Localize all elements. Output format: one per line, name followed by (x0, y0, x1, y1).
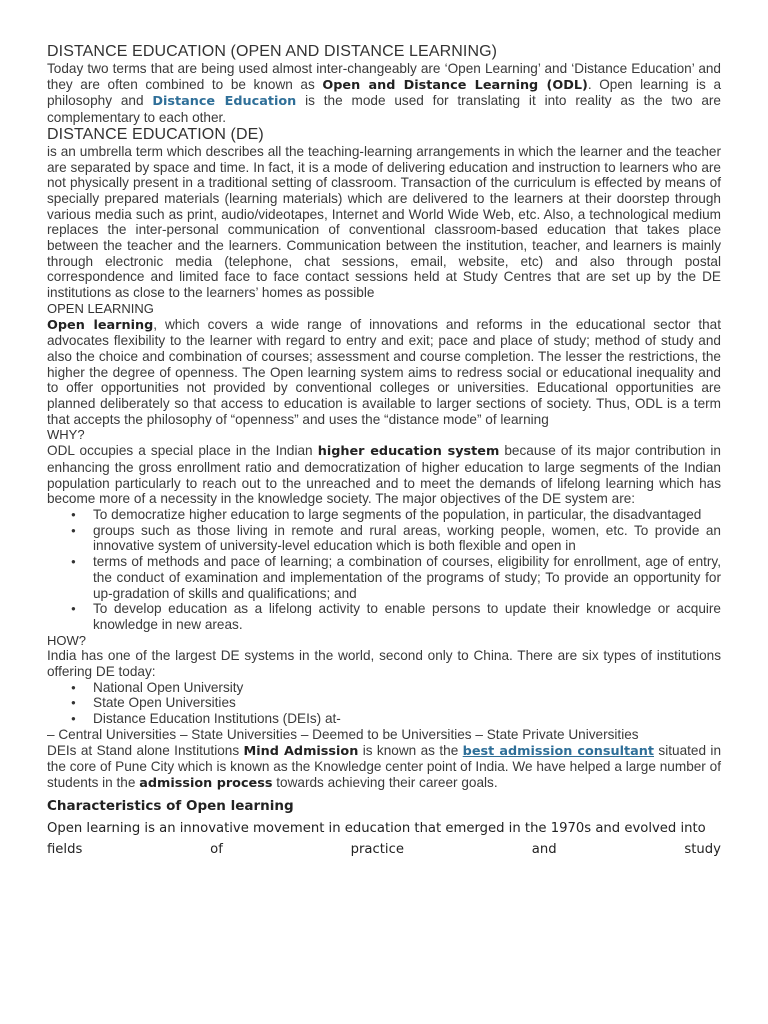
dei-text-4: towards achieving their career goals. (272, 774, 498, 790)
heading-how: HOW? (47, 632, 86, 648)
paragraph-characteristics: Open learning is an innovative movement in education that emerged in the 1970s and evolved into (47, 820, 706, 836)
intro-text-2: . Open learning is a philosophy and (47, 76, 722, 109)
dei-text-2: is known as the (358, 742, 463, 758)
paragraph-how: India has one of the largest DE systems in the world, second only to China. There are six types of institutions offering DE today: (47, 648, 721, 680)
list-item: ● terms of methods and pace of learning; a combination of courses, eligibility for enrollment, age of entry, the conduct of examination and implementation of the programs of study; To provide an opportunity for up-gradation of skills and qualifications; and (93, 554, 721, 601)
open-learning-text: , which covers a wide range of innovations and reforms in the educational sector that advocates flexibility to the learner with regard to entry and exit; pace and place of study; method of study and also the choice and combination of courses; assessment and course completion. The lesser the restrictions, the higher the degree of openness. The Open learning system aims to redress social or educational inequality and to offer opportunities not provided by conventional colleges or universities. Educational opportunities are planned deliberately so that access to education is available to larger sections of society. Thus, ODL is a term that accepts the philosophy of “openness” and uses the “distance mode” of learning (47, 316, 721, 427)
list-item: ● groups such as those living in remote and rural areas, working people, women, etc. To provide an innovative system of university-level education which is both flexible and open in (93, 523, 721, 554)
why-text-1: ODL occupies a special place in the Indian (47, 443, 318, 459)
list-item: ● Distance Education Institutions (DEIs) at- (93, 711, 721, 727)
heading-why: WHY? (47, 427, 85, 443)
paragraph-de-definition: is an umbrella term which describes all the teaching-learning arrangements in which the learner and the teacher are separated by space and time. In fact, it is a mode of delivering education and instruction to learners who are not physically present in a traditional setting of classroom. Transaction of the curriculum is effected by means of specially prepared materials (learning materials) which are delivered to the learners at their doorstep through various media such as print, audio/videotapes, Internet and World Wide Web, etc. Also, a technological medium replaces the inter-personal communication of conventional classroom-based education that takes place between the teacher and the learners. Communication between the institution, teacher, and learners is mainly through electronic media (telephone, chat sessions, email, website, etc) and also through postal correspondence and limited face to face contact sessions held at Study Centres that are set up by the DE institutions as close to the learners’ homes as possible (47, 143, 721, 301)
best-admission-consultant-link[interactable]: best admission consultant (462, 743, 655, 759)
mind-admission-bold: Mind Admission (243, 743, 359, 759)
paragraph-mind-admission (47, 743, 721, 792)
word: practice (350, 841, 404, 857)
dei-text-1: DEIs at Stand alone Institutions (47, 742, 244, 758)
list-item: ● To develop education as a lifelong activity to enable persons to update their knowledge or acquire knowledge in new areas. (93, 601, 721, 632)
heading-open-learning: OPEN LEARNING (47, 300, 154, 316)
word: study (684, 841, 721, 857)
list-item: ● National Open University (93, 680, 721, 696)
heading-characteristics-open-learning: Characteristics of Open learning (47, 797, 294, 814)
distance-education-link[interactable]: Distance Education (152, 94, 297, 110)
intro-bold-odl: Open and Distance Learning (ODL) (322, 77, 588, 93)
admission-process-bold: admission process (139, 775, 273, 791)
open-learning-bold: Open learning (47, 317, 154, 333)
why-text-2: because of its major contribution in enhancing the gross enrollment ratio and democratization of higher education to large segments of the Indian population particularly to reach out to the unreached and to meet the demands of lifelong learning which has become more of a necessity in the knowledge society. The major objectives of the DE system are: (47, 443, 721, 507)
heading-distance-education-odl: DISTANCE EDUCATION (OPEN AND DISTANCE LEARNING) (47, 43, 498, 60)
document-page (47, 43, 721, 860)
paragraph-why (47, 443, 721, 507)
higher-education-system-bold: higher education system (317, 444, 500, 460)
dei-text-3: situated in the core of Pune City which is known as the Knowledge center point of India. We have helped a large number of students in the (47, 742, 721, 790)
intro-text-3: is the mode used for translating it into reality as the two are complementary to each other. (47, 93, 721, 126)
paragraph-characteristics-last-line (47, 839, 721, 860)
word: fields (47, 841, 83, 857)
word: and (531, 841, 557, 857)
list-item: ● To democratize higher education to large segments of the population, in particular, the disadvantaged (93, 507, 721, 523)
institutions-list (47, 680, 721, 727)
word: of (210, 841, 223, 857)
heading-distance-education-de: DISTANCE EDUCATION (DE) (47, 125, 264, 143)
intro-text-1: Today two terms that are being used almost inter-changeably are ‘Open Learning’ and ‘Distance Education’ and they are often combined to be known as (47, 61, 721, 92)
paragraph-intro (47, 61, 721, 126)
paragraph-open-learning (47, 317, 721, 428)
objectives-list (47, 507, 721, 633)
list-item: ● State Open Universities (93, 695, 721, 711)
paragraph-university-types: – Central Universities – State Universities – Deemed to be Universities – State Private Universities (47, 726, 639, 742)
